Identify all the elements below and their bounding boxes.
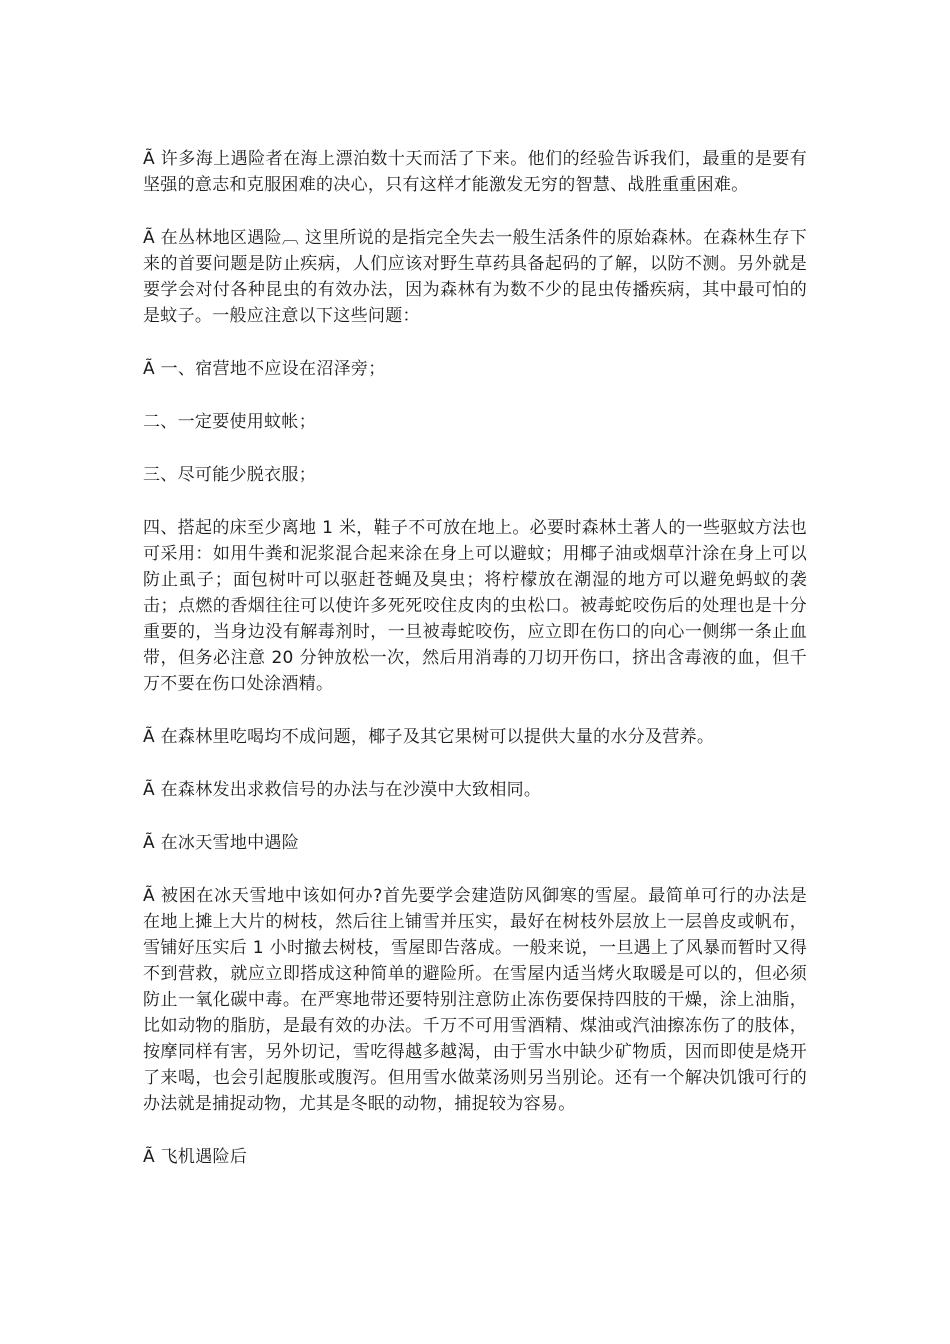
heading-snow-danger: Ã 在冰天雪地中遇险 xyxy=(143,833,300,853)
paragraph-sea-survivors: Ã 许多海上遇险者在海上漂泊数十天而活了下来。他们的经验告诉我们，最重的是要有坚强的意志和克服困难的决心，只有这样才能激发无穷的智慧、战胜重重困难。 xyxy=(143,149,807,195)
heading-plane-danger: Ã 飞机遇险后 xyxy=(143,1147,248,1167)
paragraph-forest-food: Ã 在森林里吃喝均不成问题，椰子及其它果树可以提供大量的水分及营养。 xyxy=(143,727,715,747)
paragraph-rule-one: Ã 一、宿营地不应设在沼泽旁； xyxy=(143,359,386,379)
paragraph-forest-signal: Ã 在森林发出求救信号的办法与在沙漠中大致相同。 xyxy=(143,780,542,800)
paragraph-snow-shelter: Ã 被困在冰天雪地中该如何办?首先要学会建造防风御寒的雪屋。最简单可行的办法是在地上摊上大片的树枝，然后往上铺雪并压实，最好在树枝外层放上一层兽皮或帆布，雪铺好压实后 1 小时撤去树枝，雪屋即告落成。一般来说，一旦遇上了风暴而暂时又得不到营救，就应立即搭成这种简单的避险所。在雪屋内适当烤火取暖是可以的，但必须防止一氧化碳中毒。在严寒地带还要特别注意防止冻伤要保持四肢的干燥，涂上油脂，比如动物的脂肪，是最有效的办法。千万不可用雪酒精、煤油或汽油擦冻伤了的肢体，按摩同样有害，另外切记，雪吃得越多越渴，由于雪水中缺少矿物质，因而即使是烧开了来喝，也会引起腹胀或腹泻。但用雪水做菜汤则另当别论。还有一个解决饥饿可行的办法就是捕捉动物，尤其是冬眠的动物，捕捉较为容易。 xyxy=(143,886,807,1114)
paragraph-rule-three: 三、尽可能少脱衣服； xyxy=(143,465,316,485)
paragraph-jungle-danger: Ã 在丛林地区遇险︹ 这里所说的是指完全失去一般生活条件的原始森林。在森林生存下来的首要问题是防止疾病，人们应该对野生草药具备起码的了解，以防不测。另外就是要学会对付各种昆虫的有效办法，因为森林有为数不少的昆虫传播疾病，其中最可怕的是蚊子。一般应注意以下这些问题： xyxy=(143,228,807,326)
paragraph-rule-four: 四、搭起的床至少离地 1 米，鞋子不可放在地上。必要时森林土著人的一些驱蚊方法也可采用：如用牛粪和泥浆混合起来涂在身上可以避蚊；用椰子油或烟草汁涂在身上可以防止虱子；面包树叶可以驱赶苍蝇及臭虫；将柠檬放在潮湿的地方可以避免蚂蚁的袭击；点燃的香烟往往可以使许多死死咬住皮肉的虫松口。被毒蛇咬伤后的处理也是十分重要的，当身边没有解毒剂时，一旦被毒蛇咬伤，应立即在伤口的向心一侧绑一条止血带，但务必注意 20 分钟放松一次，然后用消毒的刀切开伤口，挤出含毒液的血，但千万不要在伤口处涂酒精。 xyxy=(143,518,807,694)
paragraph-rule-two: 二、一定要使用蚊帐； xyxy=(143,412,316,432)
document-body xyxy=(143,146,807,1197)
